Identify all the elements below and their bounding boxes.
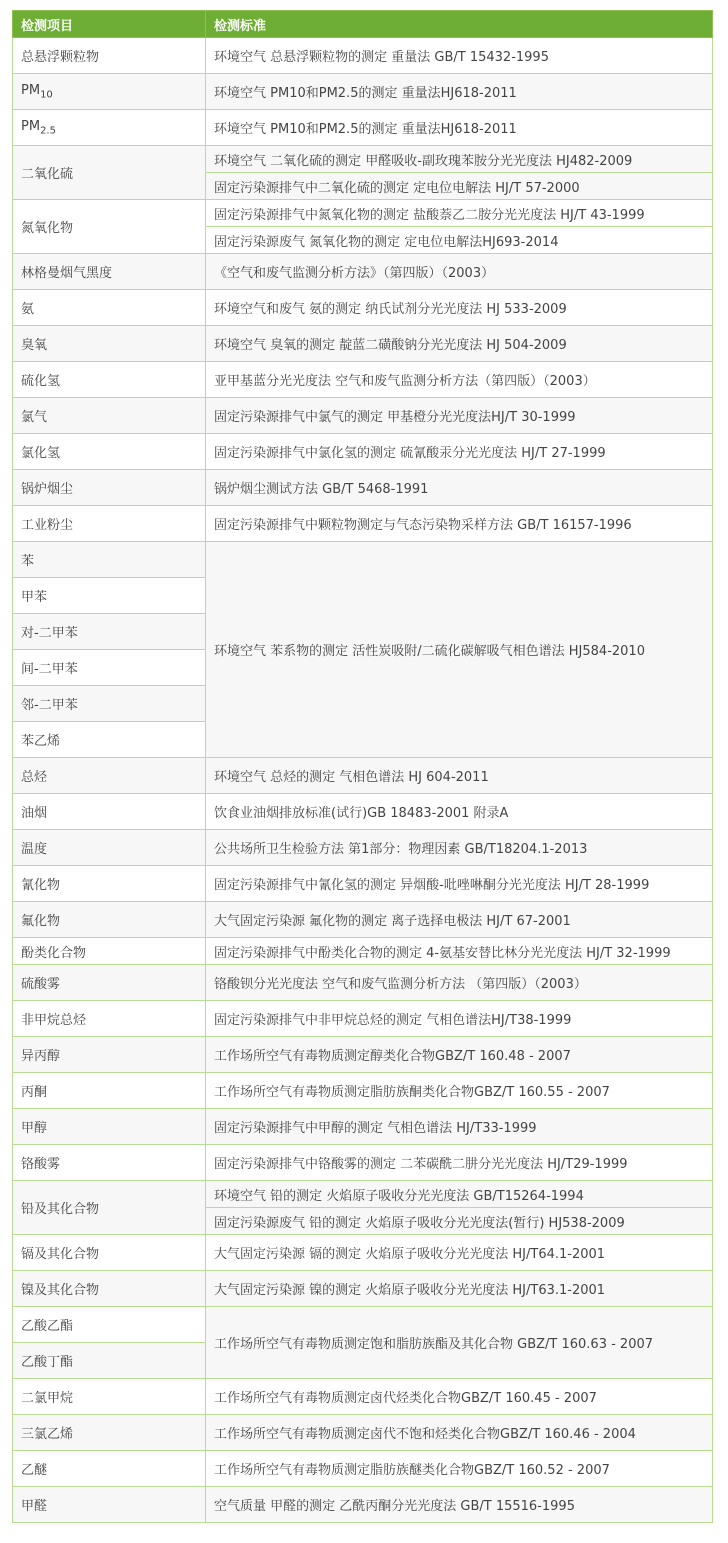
item-cell: 丙酮 bbox=[13, 1073, 206, 1109]
standard-cell: 工作场所空气有毒物质测定卤代烃类化合物GBZ/T 160.45 - 2007 bbox=[206, 1379, 713, 1415]
standard-cell: 环境空气 PM10和PM2.5的测定 重量法HJ618-2011 bbox=[206, 110, 713, 146]
standard-cell: 固定污染源排气中酚类化合物的测定 4-氨基安替比林分光光度法 HJ/T 32-1999 bbox=[206, 938, 713, 965]
table-row bbox=[13, 146, 713, 173]
table-row bbox=[13, 362, 713, 398]
standard-cell: 工作场所空气有毒物质测定醇类化合物GBZ/T 160.48 - 2007 bbox=[206, 1037, 713, 1073]
table-row bbox=[13, 1451, 713, 1487]
standard-cell: 环境空气 总悬浮颗粒物的测定 重量法 GB/T 15432-1995 bbox=[206, 38, 713, 74]
standard-cell: 环境空气 总烃的测定 气相色谱法 HJ 604-2011 bbox=[206, 758, 713, 794]
standard-cell: 固定污染源排气中甲醇的测定 气相色谱法 HJ/T33-1999 bbox=[206, 1109, 713, 1145]
standard-cell: 环境空气 臭氧的测定 靛蓝二磺酸钠分光光度法 HJ 504-2009 bbox=[206, 326, 713, 362]
table-row bbox=[13, 74, 713, 110]
item-cell: 氰化物 bbox=[13, 866, 206, 902]
standard-cell: 铬酸钡分光光度法 空气和废气监测分析方法 （第四版）（2003） bbox=[206, 965, 713, 1001]
item-subscript: 2.5 bbox=[40, 125, 56, 137]
standard-cell: 固定污染源排气中氮氧化物的测定 盐酸萘乙二胺分光光度法 HJ/T 43-1999 bbox=[206, 200, 713, 227]
table-header-row bbox=[13, 11, 713, 38]
standard-cell: 固定污染源排气中铬酸雾的测定 二苯碳酰二肼分光光度法 HJ/T29-1999 bbox=[206, 1145, 713, 1181]
item-cell: 油烟 bbox=[13, 794, 206, 830]
item-cell: 酚类化合物 bbox=[13, 938, 206, 965]
item-subscript: 10 bbox=[40, 89, 53, 101]
standard-cell: 环境空气 铅的测定 火焰原子吸收分光光度法 GB/T15264-1994 bbox=[206, 1181, 713, 1208]
item-cell: 氯气 bbox=[13, 398, 206, 434]
item-cell: 工业粉尘 bbox=[13, 506, 206, 542]
table-body bbox=[13, 38, 713, 1523]
standard-cell-merged: 工作场所空气有毒物质测定饱和脂肪族酯及其化合物 GBZ/T 160.63 - 2007 bbox=[206, 1307, 713, 1379]
item-cell: 氯化氢 bbox=[13, 434, 206, 470]
table-row bbox=[13, 1235, 713, 1271]
item-cell: 臭氧 bbox=[13, 326, 206, 362]
standard-cell: 固定污染源排气中颗粒物测定与气态污染物采样方法 GB/T 16157-1996 bbox=[206, 506, 713, 542]
standard-cell: 公共场所卫生检验方法 第1部分：物理因素 GB/T18204.1-2013 bbox=[206, 830, 713, 866]
item-cell: 间-二甲苯 bbox=[13, 650, 206, 686]
item-cell: 苯 bbox=[13, 542, 206, 578]
table-row bbox=[13, 938, 713, 965]
item-cell: 铅及其化合物 bbox=[13, 1181, 206, 1235]
table-row bbox=[13, 1415, 713, 1451]
table-row bbox=[13, 794, 713, 830]
item-cell: 氨 bbox=[13, 290, 206, 326]
table-row bbox=[13, 1379, 713, 1415]
standard-cell: 饮食业油烟排放标准(试行)GB 18483-2001 附录A bbox=[206, 794, 713, 830]
item-cell: 甲醇 bbox=[13, 1109, 206, 1145]
item-cell: 邻-二甲苯 bbox=[13, 686, 206, 722]
standard-cell: 锅炉烟尘测试方法 GB/T 5468-1991 bbox=[206, 470, 713, 506]
table-row bbox=[13, 1271, 713, 1307]
standard-cell: 固定污染源排气中非甲烷总烃的测定 气相色谱法HJ/T38-1999 bbox=[206, 1001, 713, 1037]
table-row bbox=[13, 1181, 713, 1208]
table-row bbox=[13, 290, 713, 326]
table-row bbox=[13, 1073, 713, 1109]
standard-cell: 大气固定污染源 镉的测定 火焰原子吸收分光光度法 HJ/T64.1-2001 bbox=[206, 1235, 713, 1271]
header-item: 检测项目 bbox=[13, 11, 206, 38]
table-row bbox=[13, 110, 713, 146]
table-row bbox=[13, 506, 713, 542]
item-cell: 硫酸雾 bbox=[13, 965, 206, 1001]
standard-cell: 大气固定污染源 氟化物的测定 离子选择电极法 HJ/T 67-2001 bbox=[206, 902, 713, 938]
item-cell: 苯乙烯 bbox=[13, 722, 206, 758]
item-cell: 温度 bbox=[13, 830, 206, 866]
table-row bbox=[13, 1037, 713, 1073]
item-cell: 甲醛 bbox=[13, 1487, 206, 1523]
standard-cell: 亚甲基蓝分光光度法 空气和废气监测分析方法（第四版）（2003） bbox=[206, 362, 713, 398]
table-row bbox=[13, 398, 713, 434]
standard-cell: 环境空气 二氧化硫的测定 甲醛吸收-副玫瑰苯胺分光光度法 HJ482-2009 bbox=[206, 146, 713, 173]
item-cell: 乙酸丁酯 bbox=[13, 1343, 206, 1379]
item-cell: 林格曼烟气黑度 bbox=[13, 254, 206, 290]
item-cell: 硫化氢 bbox=[13, 362, 206, 398]
standard-cell: 环境空气 PM10和PM2.5的测定 重量法HJ618-2011 bbox=[206, 74, 713, 110]
standard-cell: 环境空气和废气 氨的测定 纳氏试剂分光光度法 HJ 533-2009 bbox=[206, 290, 713, 326]
table-row bbox=[13, 866, 713, 902]
item-cell: 三氯乙烯 bbox=[13, 1415, 206, 1451]
item-cell: 甲苯 bbox=[13, 578, 206, 614]
table-row bbox=[13, 1109, 713, 1145]
table-row bbox=[13, 758, 713, 794]
standard-cell: 固定污染源排气中氯气的测定 甲基橙分光光度法HJ/T 30-1999 bbox=[206, 398, 713, 434]
table-row bbox=[13, 470, 713, 506]
item-cell: 乙酸乙酯 bbox=[13, 1307, 206, 1343]
standard-cell: 固定污染源废气 氮氧化物的测定 定电位电解法HJ693-2014 bbox=[206, 227, 713, 254]
standard-cell: 工作场所空气有毒物质测定脂肪族醚类化合物GBZ/T 160.52 - 2007 bbox=[206, 1451, 713, 1487]
table-row bbox=[13, 1487, 713, 1523]
standard-cell: 工作场所空气有毒物质测定脂肪族酮类化合物GBZ/T 160.55 - 2007 bbox=[206, 1073, 713, 1109]
item-cell: 镉及其化合物 bbox=[13, 1235, 206, 1271]
table-row bbox=[13, 38, 713, 74]
item-cell: 总悬浮颗粒物 bbox=[13, 38, 206, 74]
item-cell: 镍及其化合物 bbox=[13, 1271, 206, 1307]
standard-cell-merged: 环境空气 苯系物的测定 活性炭吸附/二硫化碳解吸气相色谱法 HJ584-2010 bbox=[206, 542, 713, 758]
item-cell: 铬酸雾 bbox=[13, 1145, 206, 1181]
table-row bbox=[13, 830, 713, 866]
standard-cell: 固定污染源废气 铅的测定 火焰原子吸收分光光度法(暂行) HJ538-2009 bbox=[206, 1208, 713, 1235]
item-cell: 二氧化硫 bbox=[13, 146, 206, 200]
table-row bbox=[13, 542, 713, 578]
table-row bbox=[13, 1307, 713, 1343]
item-cell: 对-二甲苯 bbox=[13, 614, 206, 650]
standard-cell: 固定污染源排气中二氧化硫的测定 定电位电解法 HJ/T 57-2000 bbox=[206, 173, 713, 200]
standards-table-container bbox=[12, 10, 712, 1523]
item-cell: $PM_{10}$ bbox=[13, 74, 206, 110]
table-row bbox=[13, 254, 713, 290]
item-cell: 二氯甲烷 bbox=[13, 1379, 206, 1415]
table-row bbox=[13, 1145, 713, 1181]
item-cell: 非甲烷总烃 bbox=[13, 1001, 206, 1037]
standards-table bbox=[12, 10, 713, 1523]
item-cell: 乙醚 bbox=[13, 1451, 206, 1487]
standard-cell: 《空气和废气监测分析方法》（第四版）（2003） bbox=[206, 254, 713, 290]
table-row bbox=[13, 200, 713, 227]
item-cell: 锅炉烟尘 bbox=[13, 470, 206, 506]
item-cell: 总烃 bbox=[13, 758, 206, 794]
item-cell: 异丙醇 bbox=[13, 1037, 206, 1073]
standard-cell: 固定污染源排气中氯化氢的测定 硫氰酸汞分光光度法 HJ/T 27-1999 bbox=[206, 434, 713, 470]
item-cell: 氮氧化物 bbox=[13, 200, 206, 254]
table-row bbox=[13, 434, 713, 470]
item-cell: $PM_{2.5}$ bbox=[13, 110, 206, 146]
standard-cell: 工作场所空气有毒物质测定卤代不饱和烃类化合物GBZ/T 160.46 - 2004 bbox=[206, 1415, 713, 1451]
header-standard: 检测标准 bbox=[206, 11, 713, 38]
standard-cell: 固定污染源排气中氰化氢的测定 异烟酸-吡唑啉酮分光光度法 HJ/T 28-1999 bbox=[206, 866, 713, 902]
item-cell: 氟化物 bbox=[13, 902, 206, 938]
table-row bbox=[13, 902, 713, 938]
standard-cell: 大气固定污染源 镍的测定 火焰原子吸收分光光度法 HJ/T63.1-2001 bbox=[206, 1271, 713, 1307]
standard-cell: 空气质量 甲醛的测定 乙酰丙酮分光光度法 GB/T 15516-1995 bbox=[206, 1487, 713, 1523]
table-row bbox=[13, 326, 713, 362]
table-row bbox=[13, 1001, 713, 1037]
table-row bbox=[13, 965, 713, 1001]
